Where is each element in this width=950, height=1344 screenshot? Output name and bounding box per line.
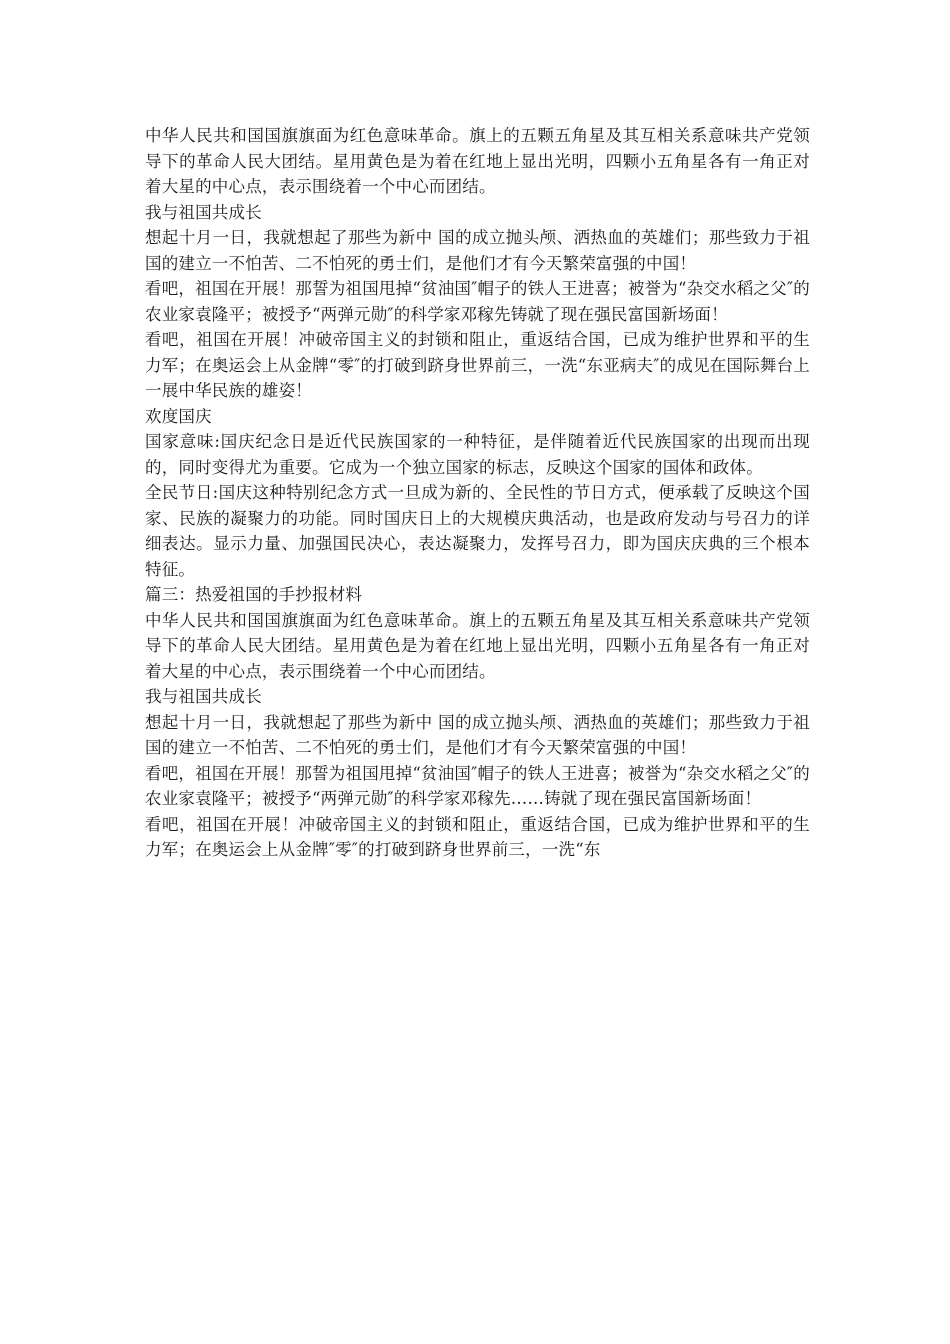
heading-grow-with-motherland-2: 我与祖国共成长 bbox=[145, 687, 262, 706]
heading-celebrate-national-day: 欢度国庆 bbox=[145, 406, 212, 426]
paragraph-october-first-2: 想起十月一日，我就想起了那些为新中 国的成立抛头颅、洒热血的英雄们；那些致力于祖国的建立一不怕苦、二不怕死的勇士们，是他们才有今天繁荣富强的中国！ bbox=[145, 712, 810, 757]
paragraph-world-peace-2: 看吧，祖国在开展！冲破帝国主义的封锁和阻止，重返结合国，已成为维护世界和平的生力军；在奥运会上从金牌″零″的打破到跻身世界前三，一洗“东 bbox=[145, 814, 810, 859]
paragraph-motherland-developing-2: 看吧，祖国在开展！那誓为祖国甩掉“贫油国″帽子的铁人王进喜；被誉为“杂交水稻之父″的农业家袁隆平；被授予“两弹元勋″的科学家邓稼先……铸就了现在强民富国新场面！ bbox=[145, 763, 810, 808]
heading-grow-with-motherland-1: 我与祖国共成长 bbox=[145, 202, 262, 222]
document-body bbox=[145, 123, 810, 863]
paragraph-national-meaning: 国家意味:国庆纪念日是近代民族国家的一种特征，是伴随着近代民族国家的出现而出现的，同时变得尤为重要。它成为一个独立国家的标志，反映这个国家的国体和政体。 bbox=[145, 432, 810, 477]
paragraph-motherland-developing-1: 看吧，祖国在开展！那誓为祖国甩掉“贫油国″帽子的铁人王进喜；被誉为“杂交水稻之父″的农业家袁隆平；被授予“两弹元勋″的科学家邓稼先铸就了现在强民富国新场面！ bbox=[145, 279, 810, 324]
paragraph-october-first-1: 想起十月一日，我就想起了那些为新中 国的成立抛头颅、洒热血的英雄们；那些致力于祖国的建立一不怕苦、二不怕死的勇士们，是他们才有今天繁荣富强的中国！ bbox=[145, 228, 810, 273]
paragraph-public-holiday: 全民节日:国庆这种特别纪念方式一旦成为新的、全民性的节日方式，便承载了反映这个国家、民族的凝聚力的功能。同时国庆日上的大规模庆典活动，也是政府发动与号召力的详细表达。显示力量、加强国民决心，表达凝聚力，发挥号召力，即为国庆庆典的三个根本特征。 bbox=[145, 483, 810, 579]
paragraph-flag-meaning-2: 中华人民共和国国旗旗面为红色意味革命。旗上的五颗五角星及其互相关系意味共产党领导下的革命人民大团结。星用黄色是为着在红地上显出光明，四颗小五角星各有一角正对着大星的中心点，表示围绕着一个中心而团结。 bbox=[145, 610, 810, 681]
paragraph-world-peace-1: 看吧，祖国在开展！冲破帝国主义的封锁和阻止，重返结合国，已成为维护世界和平的生力军；在奥运会上从金牌“零″的打破到跻身世界前三，一洗“东亚病夫″的成见在国际舞台上一展中华民族的雄姿！ bbox=[145, 330, 810, 400]
heading-part-three: 篇三：热爱祖国的手抄报材料 bbox=[145, 585, 363, 604]
paragraph-flag-meaning-1: 中华人民共和国国旗旗面为红色意味革命。旗上的五颗五角星及其互相关系意味共产党领导下的革命人民大团结。星用黄色是为着在红地上显出光明，四颗小五角星各有一角正对着大星的中心点，表示围绕着一个中心而团结。 bbox=[145, 126, 810, 196]
